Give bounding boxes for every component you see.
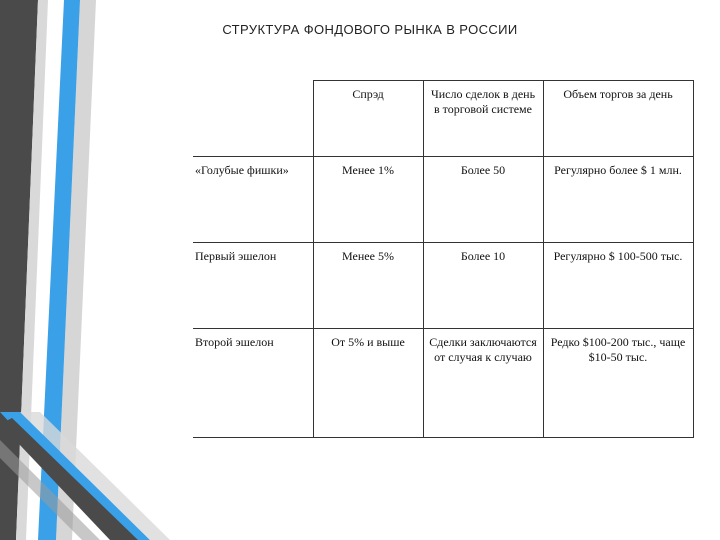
header-trades-per-day: Число сделок в день в торговой системе [423, 81, 543, 157]
cell-trades: Более 50 [423, 157, 543, 243]
market-structure-table [193, 80, 694, 438]
stripe-dark-left [0, 0, 38, 540]
header-corner [193, 81, 313, 157]
row-label-first-tier: Первый эшелон [193, 243, 313, 329]
stripe-gray-bottom [0, 440, 100, 540]
table-row [193, 329, 693, 438]
row-label-second-tier: Второй эшелон [193, 329, 313, 438]
header-spread: Спрэд [313, 81, 423, 157]
cell-spread: От 5% и выше [313, 329, 423, 438]
row-label-blue-chips: «Голубые фишки» [193, 157, 313, 243]
stripe-blue-left [38, 0, 80, 540]
table-row [193, 157, 693, 243]
cell-volume: Регулярно $ 100-500 тыс. [543, 243, 693, 329]
slide-title: СТРУКТУРА ФОНДОВОГО РЫНКА В РОССИИ [222, 22, 518, 37]
table-header-row [193, 81, 693, 157]
header-volume-per-day: Объем торгов за день [543, 81, 693, 157]
cell-spread: Менее 5% [313, 243, 423, 329]
cell-trades: Более 10 [423, 243, 543, 329]
stripe-dark-bottom [0, 418, 138, 540]
table-row [193, 243, 693, 329]
cell-volume: Регулярно более $ 1 млн. [543, 157, 693, 243]
cell-trades: Сделки заключаются от случая к случаю [423, 329, 543, 438]
cell-spread: Менее 1% [313, 157, 423, 243]
stripe-pale-bottom [20, 412, 170, 540]
stripe-blue-bottom [0, 412, 150, 540]
stripe-gray-left [56, 0, 96, 540]
stripe-light-left [16, 0, 48, 540]
cell-volume: Редко $100-200 тыс., чаще $10-50 тыс. [543, 329, 693, 438]
